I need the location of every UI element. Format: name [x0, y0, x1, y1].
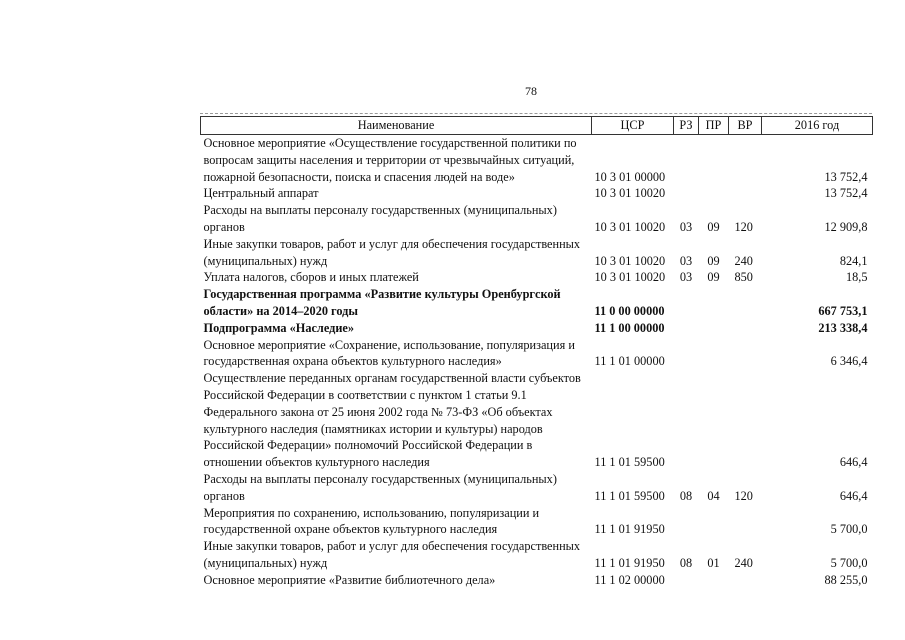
row-pr [699, 185, 729, 202]
row-vr [729, 286, 762, 320]
table-body [201, 135, 873, 589]
row-vr: 120 [734, 488, 753, 503]
header-pr: ПР [699, 117, 729, 135]
page-number: 78 [525, 84, 537, 98]
row-name: Основное мероприятие «Сохранение, использование, популяризация и государственная охрана объектов культурного наследия» [203, 337, 575, 369]
row-amount: 12 909,8 [824, 219, 868, 234]
row-amount: 13 752,4 [824, 186, 868, 201]
row-name: Основное мероприятие «Осуществление государственной политики по вопросам защиты населения и территории от чрезвычайных ситуаций, пожарной безопасности, поиска и спасения людей на воде» [203, 136, 577, 184]
row-pr [699, 572, 729, 589]
row-pr: 09 [707, 219, 720, 234]
row-rz [674, 337, 699, 371]
row-rz: 03 [679, 219, 693, 234]
row-pr [699, 320, 729, 337]
table-row [201, 337, 873, 371]
row-csr: 10 3 01 10020 [594, 219, 666, 234]
table-row [201, 572, 873, 589]
row-pr [699, 135, 729, 186]
row-vr [729, 135, 762, 186]
row-pr [699, 286, 729, 320]
row-name: Государственная программа «Развитие культуры Оренбургской области» на 2014–2020 годы [203, 287, 561, 318]
row-vr [729, 320, 762, 337]
row-rz: 03 [679, 253, 693, 268]
row-rz [674, 185, 699, 202]
row-amount: 6 346,4 [830, 354, 868, 369]
row-pr: 09 [707, 270, 720, 285]
row-amount: 667 753,1 [818, 303, 868, 318]
row-name: Иные закупки товаров, работ и услуг для обеспечения государственных (муниципальных) нужд [203, 539, 581, 570]
row-pr [699, 337, 729, 371]
row-rz: 08 [679, 488, 693, 503]
header-rz: РЗ [674, 117, 699, 135]
row-csr: 11 1 01 91950 [594, 522, 665, 537]
table-row [201, 269, 873, 286]
row-amount: 5 700,0 [830, 555, 868, 570]
header-csr: ЦСР [592, 117, 674, 135]
row-csr: 10 3 01 00000 [594, 169, 666, 184]
row-name: Подпрограмма «Наследие» [203, 320, 355, 335]
row-name: Центральный аппарат [203, 186, 319, 201]
row-csr: 11 1 01 00000 [594, 354, 665, 369]
row-rz [674, 286, 699, 320]
row-vr [729, 370, 762, 471]
row-vr: 240 [734, 555, 753, 570]
row-name: Мероприятия по сохранению, использованию, популяризации и государственной охране объектов культурного наследия [203, 505, 540, 537]
header-year: 2016 год [762, 117, 873, 135]
row-vr: 120 [734, 219, 753, 234]
row-name: Осуществление переданных органам государственной власти субъектов Российской Федерации в соответствии с пунктом 1 статьи 9.1 Федерального закона от 25 июня 2002 года № 73-ФЗ «Об объектах культурного наследия (памятниках истории и культуры) народов Российской Федерации» полномочий Российской Федерации в отношении объектов культурного наследия [203, 371, 581, 470]
row-rz: 03 [679, 270, 693, 285]
row-name: Иные закупки товаров, работ и услуг для обеспечения государственных (муниципальных) нужд [203, 236, 581, 268]
table-row [201, 370, 873, 471]
row-name: Уплата налогов, сборов и иных платежей [203, 270, 419, 285]
row-rz [674, 320, 699, 337]
row-vr [729, 505, 762, 539]
row-csr: 10 3 01 10020 [594, 270, 666, 285]
budget-table [200, 116, 873, 589]
table-header [201, 117, 873, 135]
table-row [201, 135, 873, 186]
row-csr: 10 3 01 10020 [594, 186, 666, 201]
table-row [201, 185, 873, 202]
table-row [201, 286, 873, 320]
row-amount: 646,4 [839, 455, 868, 470]
row-rz [674, 370, 699, 471]
top-rule [200, 113, 872, 114]
row-vr [729, 572, 762, 589]
row-rz: 08 [679, 555, 693, 570]
row-rz [674, 572, 699, 589]
table-row [201, 202, 873, 236]
table-row [201, 236, 873, 270]
row-amount: 88 255,0 [824, 572, 868, 587]
row-pr: 09 [707, 253, 720, 268]
row-amount: 18,5 [845, 270, 868, 285]
row-pr: 04 [707, 488, 720, 503]
row-amount: 13 752,4 [824, 169, 868, 184]
row-csr: 10 3 01 10020 [594, 253, 666, 268]
row-amount: 213 338,4 [818, 320, 868, 335]
header-name: Наименование [201, 117, 592, 135]
row-csr: 11 1 00 00000 [594, 320, 665, 335]
row-vr: 850 [734, 270, 753, 285]
row-vr [729, 185, 762, 202]
row-pr [699, 505, 729, 539]
row-amount: 5 700,0 [830, 522, 868, 537]
table-row [201, 320, 873, 337]
row-name: Основное мероприятие «Развитие библиотечного дела» [203, 572, 496, 587]
row-amount: 646,4 [839, 488, 868, 503]
row-pr [699, 370, 729, 471]
table-row [201, 471, 873, 505]
header-vr: ВР [729, 117, 762, 135]
row-csr: 11 0 00 00000 [594, 303, 665, 318]
table-row [201, 505, 873, 539]
row-vr [729, 337, 762, 371]
row-amount: 824,1 [839, 253, 868, 268]
row-csr: 11 1 01 59500 [594, 488, 665, 503]
table-row [201, 538, 873, 572]
row-vr: 240 [734, 253, 753, 268]
row-csr: 11 1 02 00000 [594, 572, 665, 587]
row-rz [674, 135, 699, 186]
row-name: Расходы на выплаты персоналу государственных (муниципальных) органов [203, 471, 557, 503]
row-pr: 01 [707, 555, 720, 570]
row-csr: 11 1 01 59500 [594, 455, 665, 470]
row-csr: 11 1 01 91950 [594, 555, 665, 570]
row-rz [674, 505, 699, 539]
row-name: Расходы на выплаты персоналу государственных (муниципальных) органов [203, 203, 557, 234]
